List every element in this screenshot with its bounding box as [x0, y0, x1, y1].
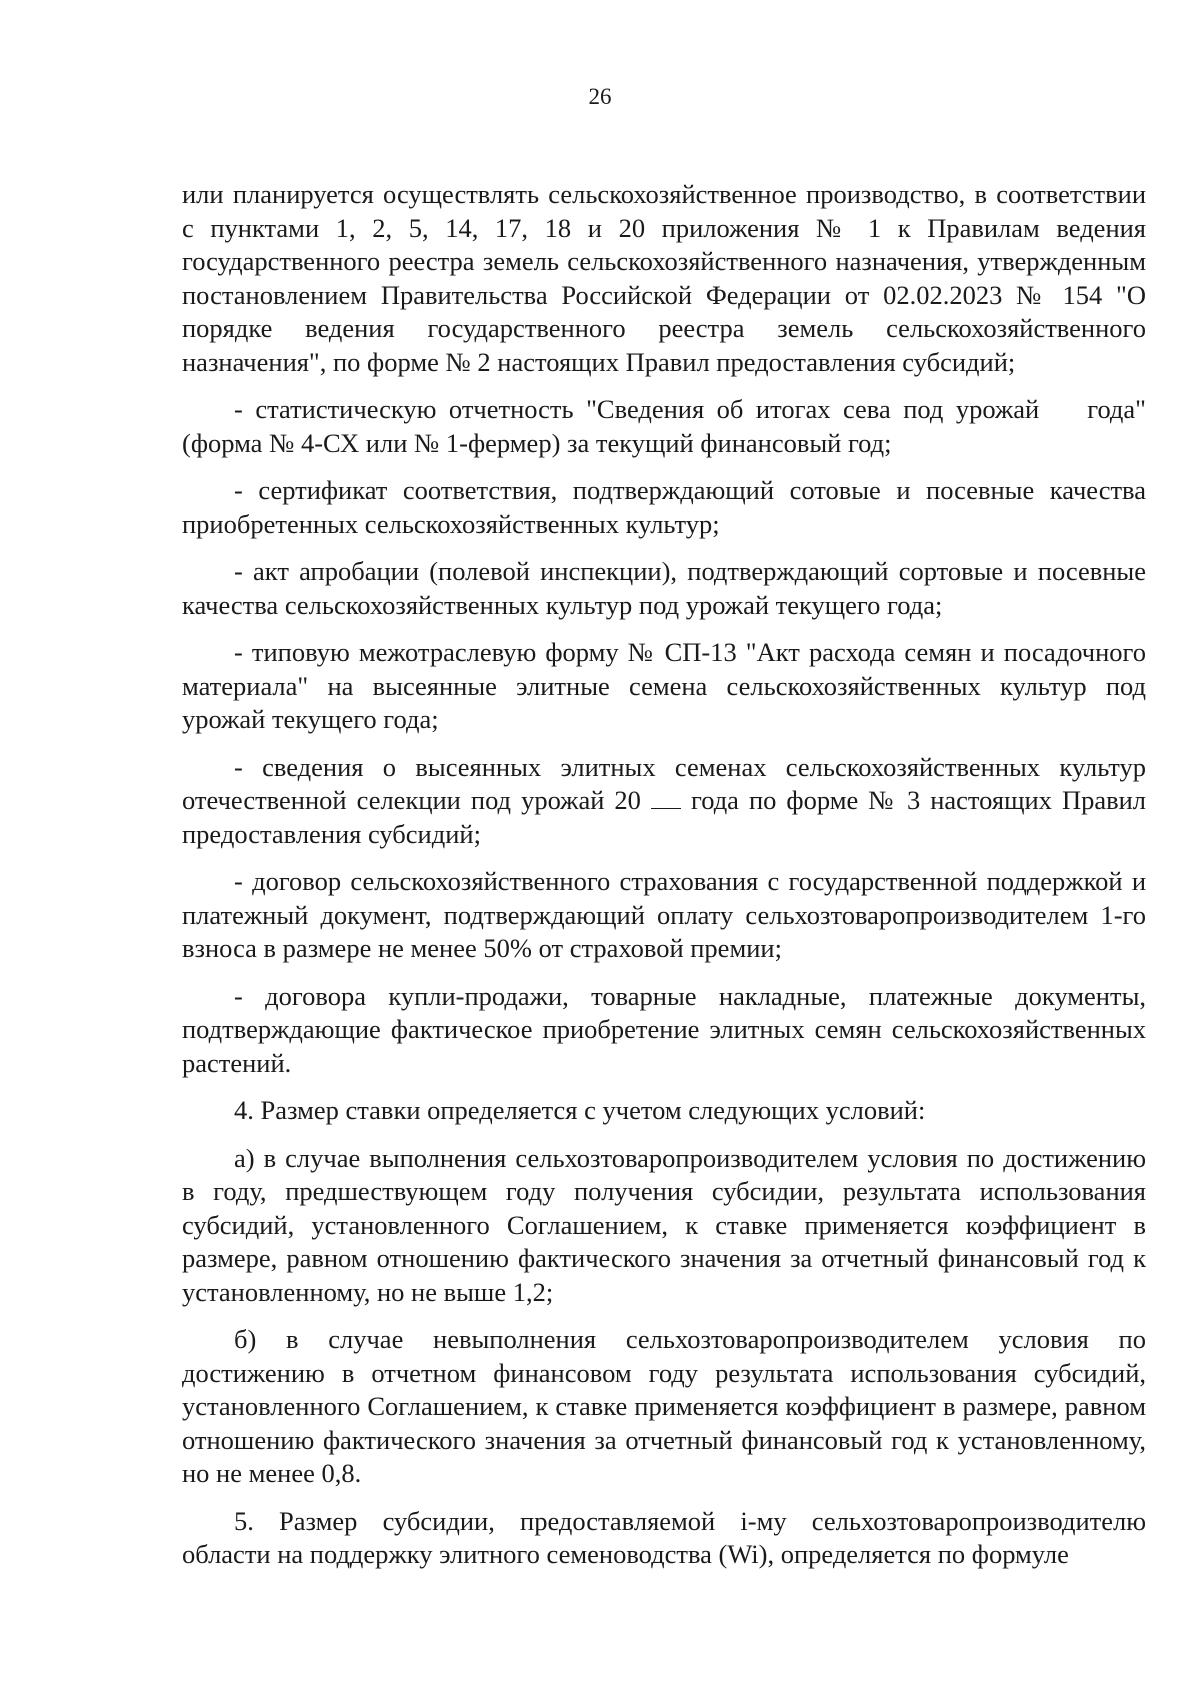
paragraph-elite-seeds-info — [182, 751, 1146, 852]
document-body — [182, 178, 1146, 1586]
paragraph-subsidy-size: 5. Размер субсидии, предоставляемой i-му сельхозтоваропроизводителю области на поддержку элитного семеноводства (Wi), определяется по формуле — [182, 1505, 1146, 1569]
statistical-report-text-start: - статистическую отчетность "Сведения об итогах сева под урожай — [234, 394, 1040, 424]
paragraph-approbation-act: - акт апробации (полевой инспекции), подтверждающий сортовые и посевные качества сельскохозяйственных культур под урожай текущего года; — [182, 556, 1146, 620]
paragraph-insurance-contract: - договор сельскохозяйственного страхования с государственной поддержкой и платежный документ, подтверждающий оплату сельхозтоваропроизводителем 1-го взноса в размере не менее 50% от страховой премии; — [182, 866, 1146, 963]
paragraph-form-sp13: - типовую межотраслевую форму № СП-13 "Акт расхода семян и посадочного материала" на высеянные элитные семена сельскохозяйственных культур под урожай текущего года; — [182, 637, 1146, 734]
paragraph-certificate: - сертификат соответствия, подтверждающий сотовые и посевные качества приобретенных сельскохозяйственных культур; — [182, 475, 1146, 539]
statistical-report-text-end: года" (форма № 4-СХ или № 1-фермер) за текущий финансовый год; — [182, 394, 1146, 458]
paragraph-condition-a: а) в случае выполнения сельхозтоваропроизводителем условия по достижению в году, предшествующем году получения субсидии, результата использования субсидий, установленного Соглашением, к ставке применяется коэффициент в размере, равном отношению фактического значения за отчетный финансовый год к установленному, но не выше 1,2; — [182, 1142, 1146, 1307]
paragraph-statistical-report — [182, 393, 1146, 460]
elite-seeds-text-end: года по форме № 3 настоящих Правил предоставления субсидий; — [182, 785, 1147, 849]
year-underscore-blank — [651, 786, 681, 809]
paragraph-continuation: или планируется осуществлять сельскохозяйственное производство, в соответствии с пунктами 1, 2, 5, 14, 17, 18 и 20 приложения № 1 к Правилам ведения государственного реестра земель сельскохозяйственного назначения, утвержденным постановлением Правительства Российской Федерации от 02.02.2023 № 154 "О порядке ведения государственного реестра земель сельскохозяйственного назначения", по форме № 2 настоящих Правил предоставления субсидий; — [182, 179, 1146, 377]
paragraph-condition-b: б) в случае невыполнения сельхозтоваропроизводителем условия по достижению в отчетном финансовом году результата использования субсидий, установленного Соглашением, к ставке применяется коэффициент в размере, равном отношению фактического значения за отчетный финансовый год к установленному, но не менее 0,8. — [182, 1324, 1146, 1488]
elite-seeds-text-start: - сведения о высеянных элитных семенах сельскохозяйственных культур отечественной селекции под урожай 20 — [182, 751, 1146, 815]
page-number: 26 — [588, 84, 612, 109]
paragraph-sale-contracts: - договора купли-продажи, товарные накладные, платежные документы, подтверждающие фактическое приобретение элитных семян сельскохозяйственных растений. — [182, 980, 1146, 1078]
paragraph-rate-size: 4. Размер ставки определяется с учетом следующих условий: — [234, 1095, 926, 1125]
